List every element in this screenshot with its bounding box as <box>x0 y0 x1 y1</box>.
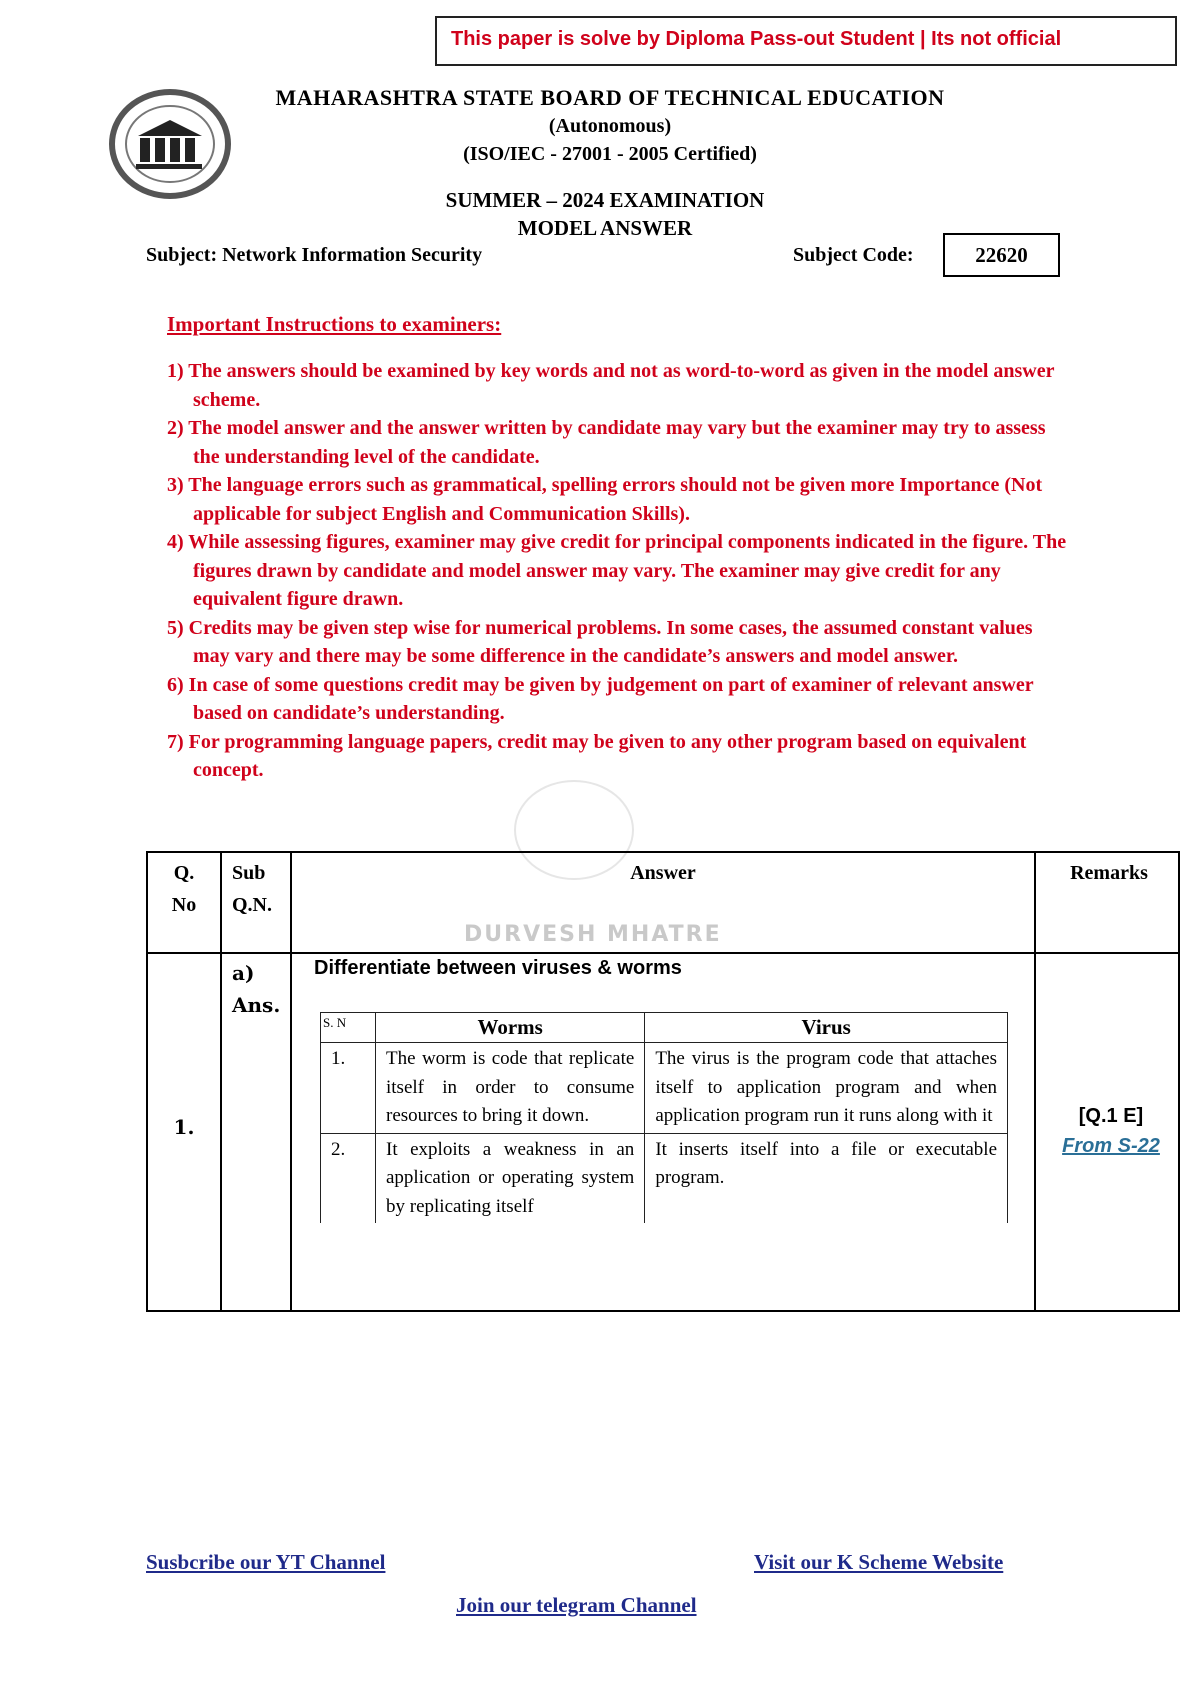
instruction-item: 7) For programming language papers, credit may be given to any other program based on equivalent concept. <box>167 730 1027 781</box>
instructions-heading: Important Instructions to examiners: <box>167 312 502 336</box>
subject-code: 22620 <box>943 233 1060 277</box>
remarks-question-ref: [Q.1 E] <box>1078 1105 1144 1127</box>
row-number: 2. <box>321 1133 376 1223</box>
virus-cell: The virus is the program code that attaches itself to application program and when application program run it runs along with it <box>645 1043 1008 1134</box>
instructions-list <box>167 357 1067 785</box>
question-number: 1. <box>173 1115 195 1139</box>
header-answer: Answer <box>630 862 696 884</box>
remarks-source-link[interactable]: From S-22 <box>1062 1135 1160 1157</box>
disclaimer-banner: This paper is solve by Diploma Pass-out Student | Its not official <box>435 16 1177 66</box>
website-link[interactable]: Visit our K Scheme Website <box>754 1550 1004 1574</box>
subject-name: Subject: Network Information Security <box>146 244 483 266</box>
difference-table <box>320 1012 1008 1223</box>
exam-name: SUMMER – 2024 EXAMINATION <box>445 188 765 212</box>
autonomous-label: (Autonomous) <box>548 115 672 137</box>
remarks-reference <box>1056 1101 1166 1161</box>
diff-header-worms: Worms <box>376 1013 645 1043</box>
header-qno: Q. No <box>171 862 197 916</box>
table-row <box>321 1043 1008 1134</box>
instruction-item: 1) The answers should be examined by key words and not as word-to-word as given in the model answer scheme. <box>167 360 1055 411</box>
examiner-instructions <box>167 312 1067 785</box>
instruction-item: 2) The model answer and the answer written by candidate may vary but the examiner may try to assess the understanding level of the candidate. <box>167 417 1046 468</box>
organization-name: MAHARASHTRA STATE BOARD OF TECHNICAL EDUCATION <box>275 85 945 110</box>
header-subq: Sub Q.N. <box>232 862 272 916</box>
worm-cell: The worm is code that replicate itself in order to consume resources to bring it down. <box>376 1043 645 1134</box>
instruction-item: 4) While assessing figures, examiner may give credit for principal components indicated in the figure. The figures drawn by candidate and model answer may vary. The examiner may give credit for any equivalent figure drawn. <box>167 531 1067 610</box>
instruction-item: 5) Credits may be given step wise for numerical problems. In some cases, the assumed constant values may vary and there may be some difference in the candidate’s answers and model answer. <box>167 616 1033 667</box>
subject-code-label: Subject Code: <box>793 244 914 266</box>
virus-cell: It inserts itself into a file or executable program. <box>645 1133 1008 1223</box>
header-remarks: Remarks <box>1070 862 1148 884</box>
exam-title <box>350 186 860 242</box>
youtube-link[interactable]: Susbcribe our YT Channel <box>146 1550 386 1574</box>
row-number: 1. <box>321 1043 376 1134</box>
diff-header-virus: Virus <box>645 1013 1008 1043</box>
watermark-text: DURVESH MHATRE <box>464 922 722 947</box>
document-type: MODEL ANSWER <box>517 216 693 240</box>
msbte-logo <box>108 88 232 200</box>
table-row <box>321 1133 1008 1223</box>
question-text: Differentiate between viruses & worms <box>314 957 682 979</box>
board-header <box>250 84 970 168</box>
instruction-item: 6) In case of some questions credit may be given by judgement on part of examiner of relevant answer based on candidate’s understanding. <box>167 673 1034 724</box>
instruction-item: 3) The language errors such as grammatical, spelling errors should not be given more Importance (Not applicable for subject English and Communication Skills). <box>167 474 1043 525</box>
certification-label: (ISO/IEC - 27001 - 2005 Certified) <box>463 143 757 165</box>
diff-header-sn: S. N <box>321 1013 376 1043</box>
sub-question: a) Ans. <box>232 961 281 1017</box>
telegram-link[interactable]: Join our telegram Channel <box>456 1593 697 1617</box>
worm-cell: It exploits a weakness in an application or operating system by replicating itself <box>376 1133 645 1223</box>
